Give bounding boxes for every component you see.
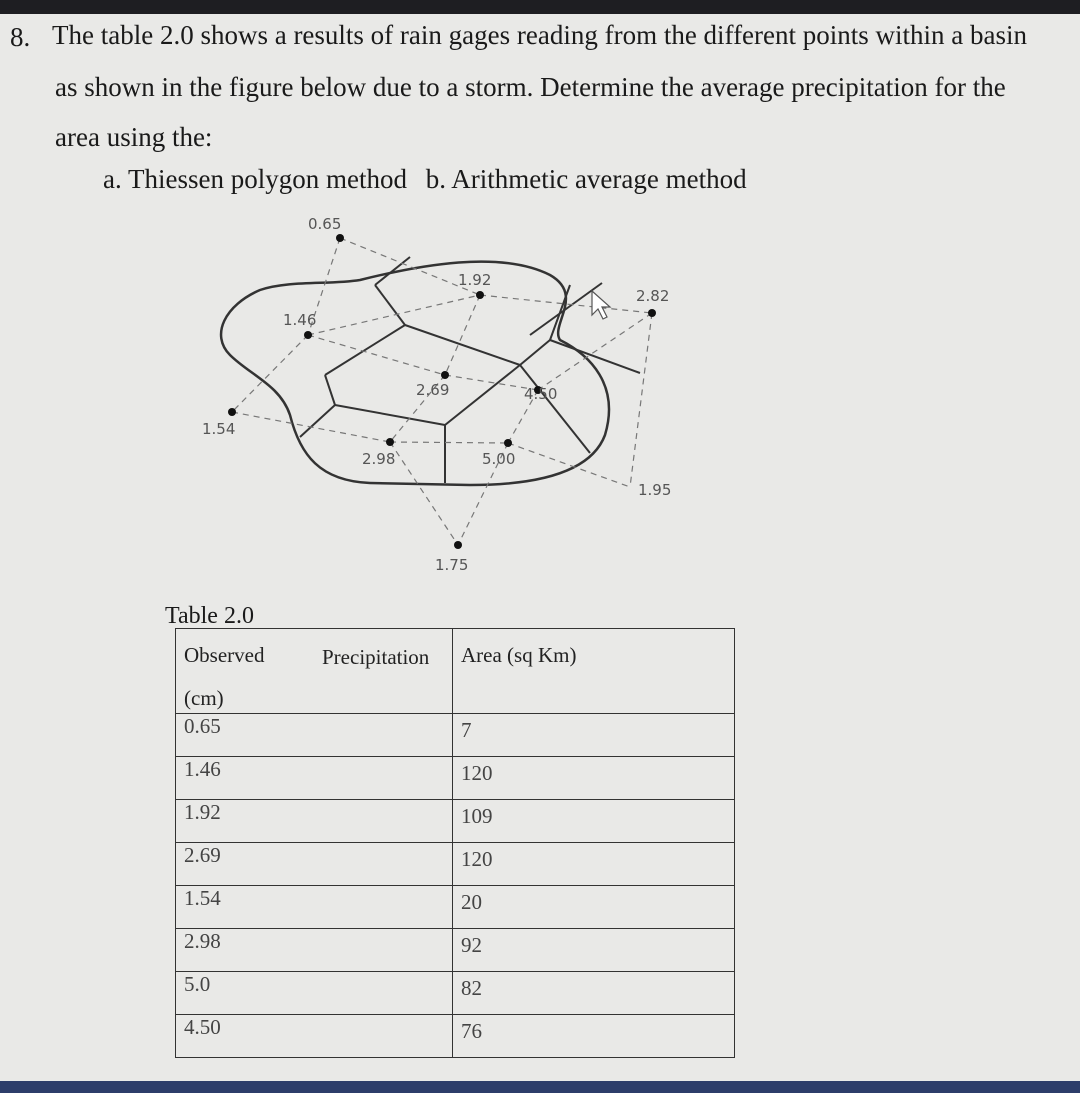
precip-cell: 1.54 (176, 886, 453, 929)
thiessen-polygon-lines (300, 257, 640, 483)
precip-cell: 2.98 (176, 929, 453, 972)
gauge-label-1-54: 1.54 (202, 420, 236, 438)
header-area: Area (sq Km) (461, 643, 577, 667)
header-unit: (cm) (184, 686, 224, 710)
precip-cell: 2.69 (176, 843, 453, 886)
taskbar-edge (0, 1081, 1080, 1093)
question-number: 8. (10, 22, 31, 52)
area-cell: 109 (453, 800, 735, 843)
methods-line (103, 164, 747, 195)
header-area-cell (453, 629, 735, 714)
gauge-label-2-82: 2.82 (636, 287, 670, 305)
table-row (176, 886, 735, 929)
mouse-cursor-icon (592, 291, 610, 319)
area-cell: 20 (453, 886, 735, 929)
gauge-label-2-98: 2.98 (362, 450, 396, 468)
precip-cell: 0.65 (176, 714, 453, 757)
area-cell: 76 (453, 1015, 735, 1058)
monitor-top-edge (0, 0, 1080, 14)
question-text-line-2: as shown in the figure below due to a storm. Determine the average precipitation for the (55, 72, 1006, 102)
question-text-line-3: area using the: (55, 122, 213, 152)
gauge-label-1-95: 1.95 (638, 481, 672, 499)
header-observed-cell (176, 629, 453, 714)
header-observed: Observed (184, 643, 265, 667)
header-precipitation: Precipitation (322, 645, 430, 669)
precipitation-table (175, 628, 735, 1058)
table-row (176, 1015, 735, 1058)
table-row (176, 757, 735, 800)
precip-cell: 1.92 (176, 800, 453, 843)
gauge-label-1-75: 1.75 (435, 556, 469, 574)
area-cell: 92 (453, 929, 735, 972)
gauge-label-4-50: 4.50 (524, 385, 558, 403)
area-cell: 120 (453, 843, 735, 886)
table-row (176, 843, 735, 886)
table-caption: Table 2.0 (165, 603, 254, 629)
table-row (176, 800, 735, 843)
gauge-label-0-65: 0.65 (308, 215, 342, 233)
precip-cell: 1.46 (176, 757, 453, 800)
area-cell: 7 (453, 714, 735, 757)
method-b: b. Arithmetic average method (425, 164, 747, 194)
basin-thiessen-figure (190, 205, 710, 585)
area-cell: 120 (453, 757, 735, 800)
gauge-label-5-00: 5.00 (482, 450, 516, 468)
gauge-label-2-69: 2.69 (416, 381, 450, 399)
precip-cell: 5.0 (176, 972, 453, 1015)
table-header-row (176, 629, 735, 714)
precip-cell: 4.50 (176, 1015, 453, 1058)
question-text-line-1: The table 2.0 shows a results of rain gages reading from the different points within a basin (52, 20, 1028, 50)
gauge-label-1-46: 1.46 (283, 311, 317, 329)
table-row (176, 972, 735, 1015)
table-row (176, 929, 735, 972)
table-row (176, 714, 735, 757)
method-a: a. Thiessen polygon method (103, 164, 407, 194)
area-cell: 82 (453, 972, 735, 1015)
basin-boundary (221, 262, 609, 485)
gauge-label-1-92: 1.92 (458, 271, 492, 289)
